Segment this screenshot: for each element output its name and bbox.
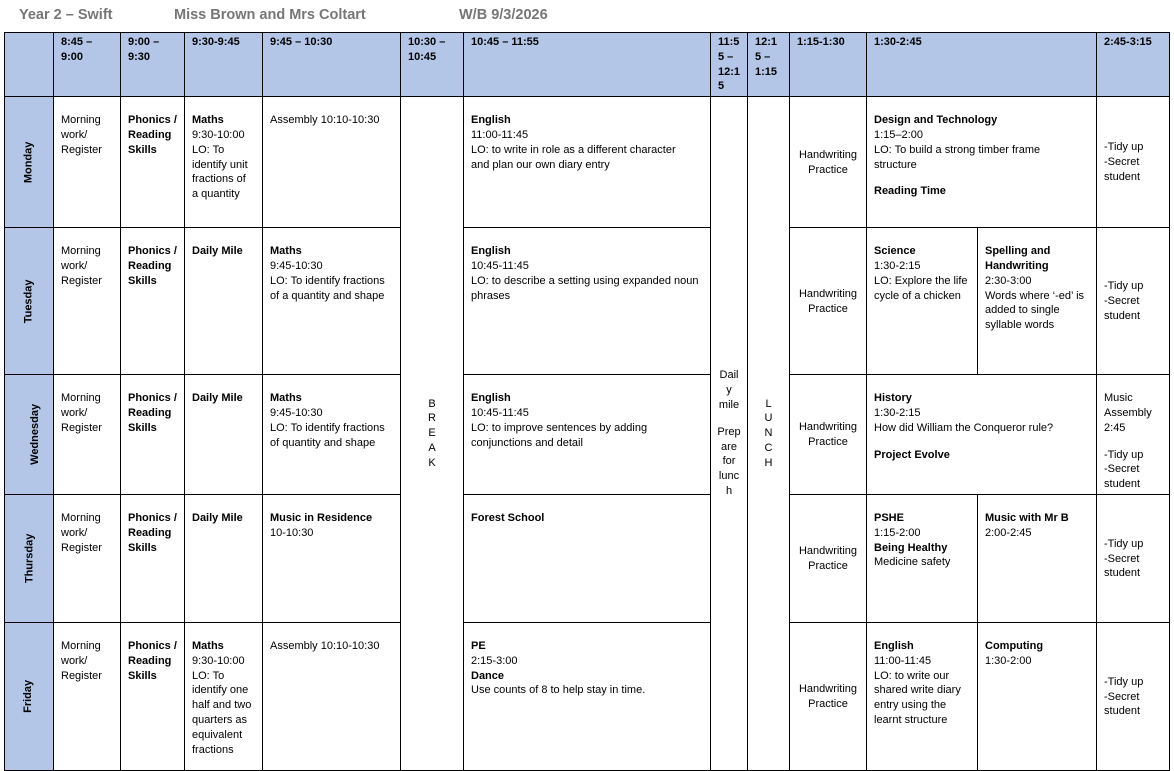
slot-text: quarters as xyxy=(192,713,248,726)
time-header-cell xyxy=(711,33,748,97)
phonics-text: Phonics / xyxy=(128,245,177,258)
morning-text: Morning xyxy=(61,639,101,652)
handwriting-cell xyxy=(790,375,867,495)
morning-register-cell xyxy=(54,97,121,228)
morning-text: work/ xyxy=(61,654,88,667)
day-label-cell xyxy=(5,97,54,228)
end-of-day-text: -Secret xyxy=(1104,552,1140,565)
slot-text: 10:45-11:45 xyxy=(471,259,529,272)
day-label-cell xyxy=(5,228,54,375)
phonics-text: Skills xyxy=(128,669,157,682)
afternoon-text: learnt structure xyxy=(874,713,948,726)
handwriting-text: Handwriting xyxy=(798,421,858,434)
afternoon-text: added to single xyxy=(985,304,1060,317)
morning-register-cell xyxy=(54,375,121,495)
time-label: 1:15 xyxy=(755,65,778,78)
handwriting-text: Practice xyxy=(808,436,848,449)
end-of-day-text: Assembly xyxy=(1104,406,1152,419)
end-of-day-cell xyxy=(1097,622,1170,770)
afternoon-subtitle: Being Healthy xyxy=(874,541,948,554)
slot-text: 10:45-11:45 xyxy=(471,406,529,419)
slot-title: Maths xyxy=(270,392,302,405)
time-label: 5 – xyxy=(718,50,734,63)
end-of-day-cell xyxy=(1097,494,1170,622)
time-label: 12:1 xyxy=(718,65,741,78)
slot-text: identify one xyxy=(192,684,249,697)
morning-text: Morning xyxy=(61,114,101,127)
afternoon-title: PSHE xyxy=(874,511,904,524)
handwriting-text: Practice xyxy=(808,163,848,176)
slot-text: Assembly 10:10-10:30 xyxy=(270,114,380,127)
daily-mile-cell xyxy=(711,97,748,771)
spacer xyxy=(874,436,1089,448)
break-letter: A xyxy=(428,441,436,454)
end-of-day-text: -Tidy up xyxy=(1104,537,1144,550)
break-letter: B xyxy=(428,397,436,410)
time-label: 11:5 xyxy=(718,36,740,48)
slot-930-cell xyxy=(185,622,263,770)
afternoon-text: shared write diary xyxy=(874,684,961,697)
handwriting-cell xyxy=(790,622,867,770)
morning-text: work/ xyxy=(61,259,88,272)
slot-text: LO: To xyxy=(192,143,225,156)
slot-1045-cell xyxy=(464,622,711,770)
afternoon-title: Music with Mr B xyxy=(985,511,1069,524)
end-of-day-cell xyxy=(1097,228,1170,375)
spacer xyxy=(1104,436,1162,448)
phonics-cell xyxy=(121,494,185,622)
handwriting-text: Handwriting xyxy=(798,287,858,300)
morning-text: Register xyxy=(61,669,102,682)
week-beginning: W/B 9/3/2026 xyxy=(459,7,548,23)
handwriting-cell xyxy=(790,97,867,228)
phonics-cell xyxy=(121,375,185,495)
handwriting-text: Handwriting xyxy=(798,148,858,161)
slot-945-cell xyxy=(263,622,401,770)
phonics-text: Reading xyxy=(128,128,172,141)
day-row xyxy=(5,228,1170,375)
time-label: 9:00 – xyxy=(128,36,160,48)
afternoon-text: 2:30-3:00 xyxy=(985,274,1032,287)
break-letter: K xyxy=(428,456,436,469)
morning-text: Register xyxy=(61,143,102,156)
slot-text: LO: to write in role as a different character xyxy=(471,143,676,156)
slot-text: conjunctions and detail xyxy=(471,436,583,449)
afternoon-title: Design and Technology xyxy=(874,114,998,127)
timetable-header xyxy=(0,0,1174,32)
phonics-text: Phonics / xyxy=(128,392,177,405)
time-header-cell xyxy=(185,33,263,97)
daily-mile-text: Prep xyxy=(717,425,741,438)
afternoon-right-cell xyxy=(978,622,1097,770)
slot-text: Assembly 10:10-10:30 xyxy=(270,639,380,652)
end-of-day-text: student xyxy=(1104,567,1141,580)
afternoon-text: 1:15-2:00 xyxy=(874,526,921,539)
slot-title: Maths xyxy=(192,639,224,652)
time-label: 9:30 xyxy=(128,50,151,63)
slot-945-cell xyxy=(263,228,401,375)
slot-text: half and two xyxy=(192,699,252,712)
daily-mile-text: mile xyxy=(718,398,740,411)
morning-text: Register xyxy=(61,274,102,287)
morning-text: work/ xyxy=(61,526,88,539)
afternoon-text: syllable words xyxy=(985,319,1055,332)
phonics-cell xyxy=(121,228,185,375)
time-label: 12:1 xyxy=(755,36,778,48)
handwriting-text: Practice xyxy=(808,559,848,572)
end-of-day-text: student xyxy=(1104,478,1141,491)
afternoon-extra-title: Project Evolve xyxy=(874,448,950,461)
end-of-day-text: -Secret xyxy=(1104,295,1140,308)
time-header-cell xyxy=(401,33,464,97)
time-label: 9:00 xyxy=(61,50,84,63)
afternoon-left-cell xyxy=(867,228,978,375)
phonics-text: Reading xyxy=(128,654,172,667)
end-of-day-text: -Tidy up xyxy=(1104,675,1144,688)
phonics-text: Reading xyxy=(128,259,172,272)
afternoon-text: 1:15–2:00 xyxy=(874,128,923,141)
time-header-cell xyxy=(790,33,867,97)
end-of-day-text: -Secret xyxy=(1104,463,1140,476)
afternoon-title: English xyxy=(874,639,914,652)
slot-945-cell xyxy=(263,375,401,495)
afternoon-left-cell xyxy=(867,494,978,622)
afternoon-text: 11:00-11:45 xyxy=(874,654,932,667)
day-label-cell xyxy=(5,375,54,495)
daily-mile-text: Dail xyxy=(719,369,739,382)
slot-1045-cell xyxy=(464,228,711,375)
class-name: Year 2 – Swift xyxy=(19,7,113,23)
morning-text: Morning xyxy=(61,392,101,405)
slot-title: Maths xyxy=(192,114,224,127)
day-label-cell xyxy=(5,622,54,770)
afternoon-text: 1:30-2:15 xyxy=(874,259,921,272)
morning-register-cell xyxy=(54,228,121,375)
time-label: 10:45 xyxy=(408,50,437,63)
end-of-day-text: student xyxy=(1104,171,1141,184)
phonics-text: Phonics / xyxy=(128,114,177,127)
end-of-day-cell xyxy=(1097,97,1170,228)
slot-930-cell xyxy=(185,494,263,622)
phonics-cell xyxy=(121,622,185,770)
break-letter: E xyxy=(428,427,436,440)
slot-930-cell xyxy=(185,375,263,495)
time-header-cell xyxy=(1097,33,1170,97)
time-label: 5 xyxy=(718,80,725,93)
time-label: 1:30-2:45 xyxy=(874,36,922,48)
slot-text: LO: To identify fractions xyxy=(270,274,385,287)
afternoon-text: cycle of a chicken xyxy=(874,289,961,302)
daily-mile-text: are xyxy=(721,440,737,453)
end-of-day-text: student xyxy=(1104,705,1141,718)
afternoon-text: Medicine safety xyxy=(874,556,951,569)
slot-text: and plan our own diary entry xyxy=(471,158,610,171)
morning-text: Register xyxy=(61,421,102,434)
slot-text: identify unit xyxy=(192,158,248,171)
daily-mile-text: lunc xyxy=(718,470,740,483)
time-header-cell xyxy=(748,33,790,97)
lunch-cell xyxy=(748,97,790,771)
slot-945-cell xyxy=(263,97,401,228)
slot-title: Music in Residence xyxy=(270,511,373,524)
phonics-cell xyxy=(121,97,185,228)
time-label: 8:45 – xyxy=(61,36,93,48)
handwriting-text: Handwriting xyxy=(798,545,858,558)
lunch-letter: L xyxy=(765,397,772,410)
teacher-names: Miss Brown and Mrs Coltart xyxy=(174,7,366,23)
afternoon-text: LO: To build a strong timber frame xyxy=(874,143,1041,156)
slot-text: 9:30-10:00 xyxy=(192,128,245,141)
slot-title: Forest School xyxy=(471,511,545,524)
afternoon-text: Words where ‘-ed’ is xyxy=(985,289,1085,302)
morning-text: Register xyxy=(61,541,102,554)
end-of-day-cell xyxy=(1097,375,1170,495)
slot-text: 10-10:30 xyxy=(270,526,314,539)
afternoon-text: 2:00-2:45 xyxy=(985,526,1032,539)
afternoon-right-cell xyxy=(978,228,1097,375)
time-label: 9:45 – 10:30 xyxy=(270,36,333,48)
time-label: 10:45 – 11:55 xyxy=(471,36,539,48)
end-of-day-text: -Secret xyxy=(1104,156,1140,169)
time-header-cell xyxy=(263,33,401,97)
slot-text: 9:30-10:00 xyxy=(192,654,245,667)
time-header-cell xyxy=(464,33,711,97)
day-row xyxy=(5,97,1170,228)
end-of-day-text: -Secret xyxy=(1104,690,1140,703)
handwriting-cell xyxy=(790,228,867,375)
time-label: 10:30 – xyxy=(408,36,446,48)
slot-930-cell xyxy=(185,97,263,228)
slot-930-cell xyxy=(185,228,263,375)
slot-text: 2:15-3:00 xyxy=(471,654,518,667)
lunch-letter: C xyxy=(764,441,773,454)
slot-title: Daily Mile xyxy=(192,511,243,524)
afternoon-left-cell xyxy=(867,622,978,770)
morning-text: Morning xyxy=(61,245,101,258)
slot-1045-cell xyxy=(464,375,711,495)
slot-text: fractions of xyxy=(192,173,246,186)
phonics-text: Reading xyxy=(128,406,172,419)
end-of-day-text: Music xyxy=(1104,392,1133,405)
phonics-text: Skills xyxy=(128,274,157,287)
phonics-text: Skills xyxy=(128,541,157,554)
afternoon-cell xyxy=(867,97,1097,228)
day-name: Friday xyxy=(22,679,35,713)
slot-text: 11:00-11:45 xyxy=(471,128,529,141)
slot-title: PE xyxy=(471,639,486,652)
slot-text: of a quantity and shape xyxy=(270,289,385,302)
slot-text: equivalent xyxy=(192,728,243,741)
slot-1045-cell xyxy=(464,97,711,228)
slot-title: Daily Mile xyxy=(192,392,243,405)
afternoon-title: Spelling and Handwriting xyxy=(985,245,1051,272)
end-of-day-text: student xyxy=(1104,310,1141,323)
slot-title: English xyxy=(471,114,511,127)
slot-text: LO: To identify fractions xyxy=(270,421,385,434)
slot-text: 9:45-10:30 xyxy=(270,406,323,419)
afternoon-text: How did William the Conqueror rule? xyxy=(874,421,1054,434)
afternoon-extra-title: Reading Time xyxy=(874,185,946,198)
time-label: 1:15-1:30 xyxy=(797,36,845,48)
time-label: 9:30-9:45 xyxy=(192,36,240,48)
time-label: 2:45-3:15 xyxy=(1104,36,1152,48)
slot-text: LO: to describe a setting using expanded noun xyxy=(471,274,699,287)
morning-register-cell xyxy=(54,622,121,770)
phonics-text: Skills xyxy=(128,143,157,156)
lunch-letter: N xyxy=(764,427,773,440)
day-name: Wednesday xyxy=(29,404,42,466)
phonics-text: Skills xyxy=(128,421,157,434)
slot-text: LO: To xyxy=(192,669,225,682)
slot-text: Use counts of 8 to help stay in time. xyxy=(471,684,646,697)
phonics-text: Phonics / xyxy=(128,639,177,652)
daily-mile-text: y xyxy=(726,384,732,397)
day-header-corner xyxy=(5,33,54,97)
slot-text: phrases xyxy=(471,289,511,302)
handwriting-cell xyxy=(790,494,867,622)
handwriting-text: Practice xyxy=(808,697,848,710)
afternoon-text: LO: to write our xyxy=(874,669,950,682)
daily-mile-text: h xyxy=(725,484,733,497)
end-of-day-text: 2:45 xyxy=(1104,421,1126,434)
time-header-row xyxy=(5,33,1170,97)
day-name: Monday xyxy=(22,141,35,183)
time-header-cell xyxy=(54,33,121,97)
morning-text: work/ xyxy=(61,128,88,141)
lunch-letter: H xyxy=(764,456,773,469)
spacer xyxy=(874,172,1089,184)
handwriting-text: Handwriting xyxy=(798,683,858,696)
afternoon-text: 1:30-2:00 xyxy=(985,654,1032,667)
slot-text: fractions xyxy=(192,743,234,756)
afternoon-text: 1:30-2:15 xyxy=(874,406,921,419)
end-of-day-text: -Tidy up xyxy=(1104,280,1144,293)
afternoon-title: Computing xyxy=(985,639,1044,652)
day-row xyxy=(5,375,1170,495)
day-label-cell xyxy=(5,494,54,622)
slot-text: LO: to improve sentences by adding xyxy=(471,421,648,434)
day-name: Thursday xyxy=(23,533,36,584)
slot-text: of quantity and shape xyxy=(270,436,376,449)
lunch-letter: U xyxy=(764,412,773,425)
slot-title: English xyxy=(471,245,511,258)
afternoon-title: Science xyxy=(874,245,916,258)
slot-1045-cell xyxy=(464,494,711,622)
morning-text: work/ xyxy=(61,406,88,419)
slot-subtitle: Dance xyxy=(471,669,505,682)
morning-register-cell xyxy=(54,494,121,622)
spacer xyxy=(711,413,747,425)
slot-945-cell xyxy=(263,494,401,622)
slot-title: English xyxy=(471,392,511,405)
end-of-day-text: -Tidy up xyxy=(1104,141,1144,154)
daily-mile-text: for xyxy=(722,455,736,468)
end-of-day-text: -Tidy up xyxy=(1104,448,1144,461)
weekly-timetable xyxy=(4,32,1170,771)
day-row xyxy=(5,622,1170,770)
handwriting-text: Practice xyxy=(808,302,848,315)
time-header-cell xyxy=(121,33,185,97)
slot-title: Maths xyxy=(270,245,302,258)
morning-text: Morning xyxy=(61,511,101,524)
afternoon-text: structure xyxy=(874,158,917,171)
break-letter: R xyxy=(428,412,436,425)
break-cell xyxy=(401,97,464,771)
phonics-text: Reading xyxy=(128,526,172,539)
slot-title: Daily Mile xyxy=(192,245,243,258)
afternoon-right-cell xyxy=(978,494,1097,622)
afternoon-title: History xyxy=(874,392,912,405)
phonics-text: Phonics / xyxy=(128,511,177,524)
afternoon-text: entry using the xyxy=(874,699,947,712)
slot-text: 9:45-10:30 xyxy=(270,259,323,272)
day-name: Tuesday xyxy=(22,279,35,324)
time-label: 5 – xyxy=(755,50,771,63)
day-row xyxy=(5,494,1170,622)
afternoon-cell xyxy=(867,375,1097,495)
afternoon-text: LO: Explore the life xyxy=(874,274,968,287)
time-header-cell xyxy=(867,33,1097,97)
slot-text: a quantity xyxy=(192,188,240,201)
